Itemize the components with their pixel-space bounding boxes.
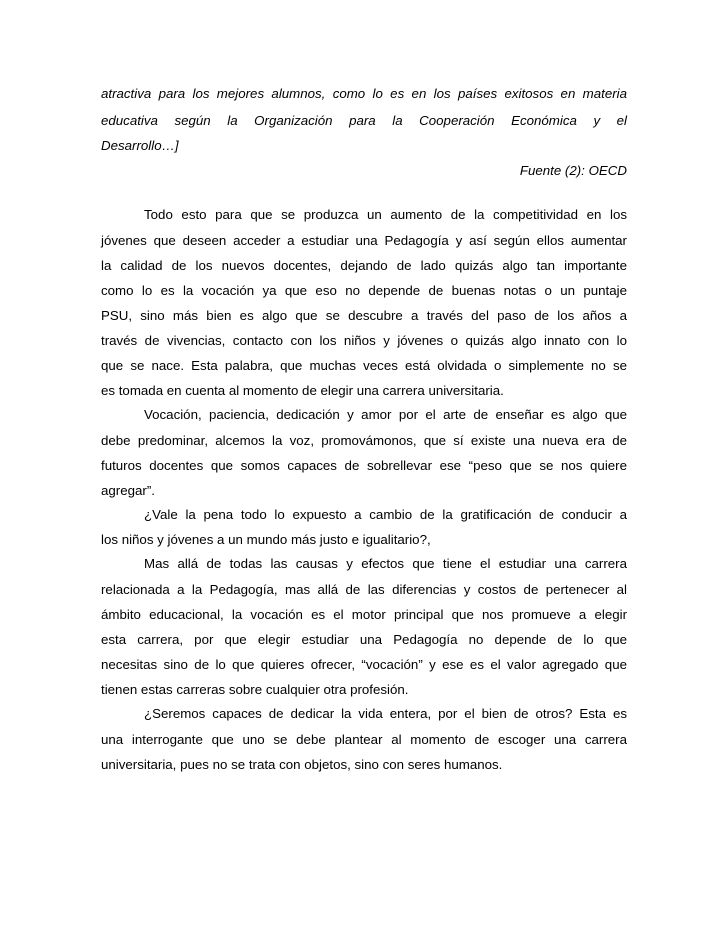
quote-line: Desarrollo…]: [101, 138, 179, 153]
paragraph-line: debe predominar, alcemos la voz, promovámonos, que sí existe una nueva era de: [101, 433, 627, 448]
paragraph-line: ¿Vale la pena todo lo expuesto a cambio de la gratificación de conducir a: [144, 507, 627, 522]
paragraph-line: Todo esto para que se produzca un aumento de la competitividad en los: [144, 207, 627, 222]
paragraph-line: es tomada en cuenta al momento de elegir una carrera universitaria.: [101, 383, 504, 398]
paragraph-line: universitaria, pues no se trata con objetos, sino con seres humanos.: [101, 757, 503, 772]
paragraph-line: través de vivencias, contacto con los niños y jóvenes o quizás algo innato con lo: [101, 333, 627, 348]
paragraph-line: necesitas sino de lo que quieres ofrecer, “vocación” y ese es el valor agregado que: [101, 657, 627, 672]
paragraph-line: los niños y jóvenes a un mundo más justo e igualitario?,: [101, 532, 431, 547]
quote-line: atractiva para los mejores alumnos, como lo es en los países exitosos en materia: [101, 86, 627, 101]
paragraph-line: PSU, sino más bien es algo que se descubre a través del paso de los años a: [101, 308, 627, 323]
quote-line: educativa según la Organización para la Cooperación Económica y el: [101, 113, 627, 128]
paragraph-line: que se nace. Esta palabra, que muchas veces está olvidada o simplemente no se: [101, 358, 627, 373]
paragraph-line: ¿Seremos capaces de dedicar la vida entera, por el bien de otros? Esta es: [144, 706, 627, 721]
paragraph-line: la calidad de los nuevos docentes, dejando de lado quizás algo tan importante: [101, 258, 627, 273]
paragraph-line: relacionada a la Pedagogía, mas allá de las diferencias y costos de pertenecer al: [101, 582, 627, 597]
paragraph-line: como lo es la vocación ya que eso no depende de buenas notas o un puntaje: [101, 283, 627, 298]
paragraph-line: Mas allá de todas las causas y efectos que tiene el estudiar una carrera: [144, 556, 627, 571]
paragraph-line: esta carrera, por que elegir estudiar una Pedagogía no depende de lo que: [101, 632, 627, 647]
paragraph-line: jóvenes que deseen acceder a estudiar una Pedagogía y así según ellos aumentar: [101, 233, 627, 248]
paragraph-line: agregar”.: [101, 483, 155, 498]
paragraph-line: una interrogante que uno se debe plantear al momento de escoger una carrera: [101, 732, 627, 747]
quote-source: Fuente (2): OECD: [519, 163, 627, 178]
paragraph-line: tienen estas carreras sobre cualquier otra profesión.: [101, 682, 409, 697]
paragraph-line: futuros docentes que somos capaces de sobrellevar ese “peso que se nos quiere: [101, 458, 627, 473]
paragraph-line: ámbito educacional, la vocación es el motor principal que nos promueve a elegir: [101, 607, 627, 622]
paragraph-line: Vocación, paciencia, dedicación y amor por el arte de enseñar es algo que: [144, 407, 627, 422]
